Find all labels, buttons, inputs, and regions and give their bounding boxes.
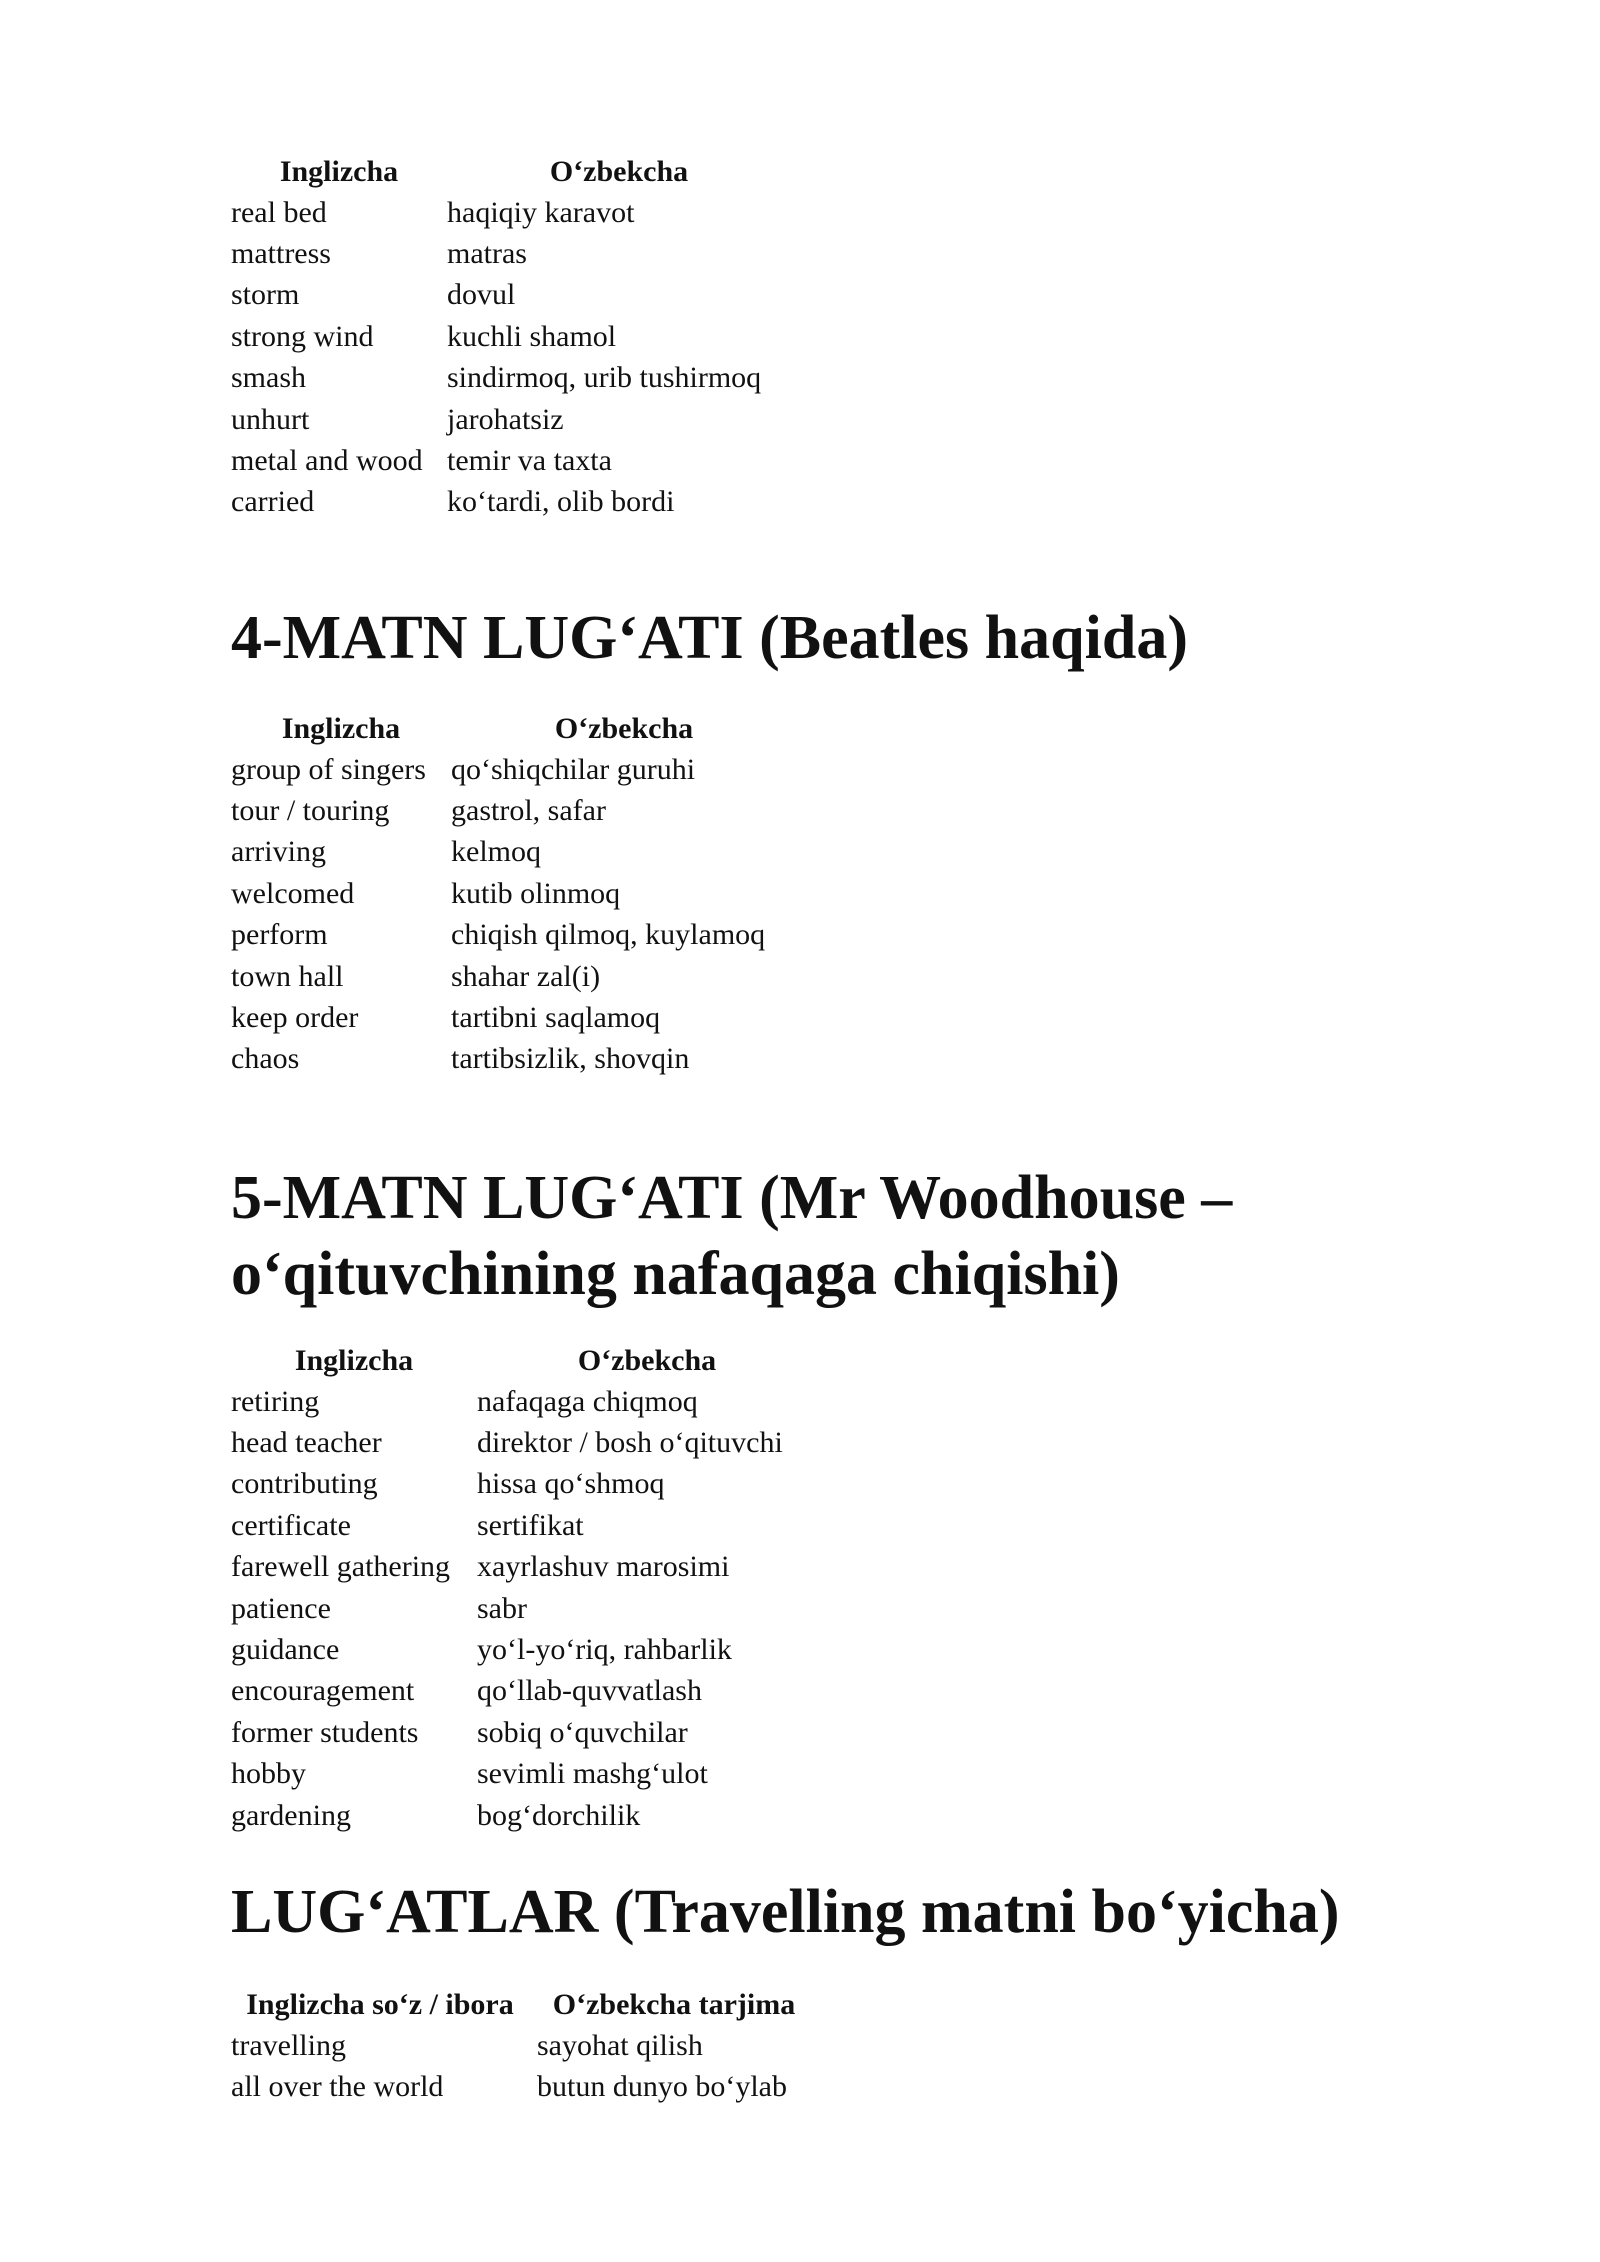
table-row (231, 1629, 817, 1670)
uzbek-translation: tartibni saqlamoq (451, 1001, 661, 1035)
table-row (231, 1422, 817, 1463)
table-row (231, 275, 791, 316)
english-term: hobby (231, 1757, 306, 1791)
table-row (231, 2025, 819, 2066)
uzbek-translation: gastrol, safar (451, 794, 606, 828)
uzbek-translation: haqiqiy karavot (447, 195, 635, 229)
uzbek-translation: dovul (447, 278, 516, 312)
table-row (231, 1381, 817, 1422)
column-header-english: Inglizcha so‘z / ibora (246, 1987, 514, 2021)
english-term: real bed (231, 195, 327, 229)
table-header-row (231, 708, 797, 749)
english-term: encouragement (231, 1674, 415, 1708)
column-header-uzbek: O‘zbekcha (549, 154, 689, 188)
uzbek-translation: butun dunyo bo‘ylab (537, 2070, 787, 2104)
english-term: keep order (231, 1001, 359, 1035)
uzbek-translation: temir va taxta (447, 444, 612, 478)
english-term: town hall (231, 959, 344, 993)
uzbek-translation: sabr (477, 1591, 527, 1625)
column-header-uzbek: O‘zbekcha (577, 1343, 717, 1377)
table-row (231, 790, 797, 831)
english-term: mattress (231, 237, 331, 271)
table-row (231, 873, 797, 914)
vocab-section-4-table (231, 708, 797, 1080)
vocab-section-4 (231, 600, 1188, 676)
uzbek-translation: sayohat qilish (537, 2028, 703, 2062)
uzbek-translation: nafaqaga chiqmoq (477, 1384, 698, 1418)
vocab-section-5-table (231, 1340, 817, 1836)
english-term: patience (231, 1591, 331, 1625)
column-header-uzbek: O‘zbekcha tarjima (552, 1987, 796, 2021)
uzbek-translation: sobiq o‘quvchilar (477, 1715, 688, 1749)
column-header-uzbek: O‘zbekcha (554, 711, 694, 745)
english-term: metal and wood (231, 444, 423, 478)
table-row (231, 1588, 817, 1629)
section-heading-line-2: o‘qituvchining nafaqaga chiqishi) (231, 1240, 1120, 1308)
section-heading-line-1: 5-MATN LUG‘ATI (Mr Woodhouse – (231, 1164, 1233, 1232)
english-term: guidance (231, 1633, 340, 1667)
table-row (231, 1795, 817, 1836)
uzbek-translation: yo‘l-yo‘riq, rahbarlik (477, 1633, 732, 1667)
english-term: head teacher (231, 1426, 382, 1460)
uzbek-translation: kuchli shamol (447, 319, 617, 353)
english-term: carried (231, 485, 315, 519)
table-row (231, 1712, 817, 1753)
uzbek-translation: tartibsizlik, shovqin (451, 1042, 690, 1076)
vocab-section-3 (231, 151, 791, 523)
column-header-english: Inglizcha (279, 154, 399, 188)
table-row (231, 440, 791, 481)
table-row (231, 749, 797, 790)
english-term: smash (231, 361, 306, 395)
uzbek-translation: xayrlashuv marosimi (477, 1550, 730, 1584)
uzbek-translation: kelmoq (451, 835, 541, 869)
uzbek-translation: direktor / bosh o‘qituvchi (477, 1426, 783, 1460)
english-term: chaos (231, 1042, 300, 1076)
table-header-row (231, 1984, 819, 2025)
english-term: all over the world (231, 2070, 444, 2104)
uzbek-translation: chiqish qilmoq, kuylamoq (451, 918, 766, 952)
uzbek-translation: jarohatsiz (447, 402, 564, 436)
table-row (231, 1754, 817, 1795)
english-term: retiring (231, 1384, 320, 1418)
vocab-table (231, 151, 791, 523)
vocab-table (231, 708, 797, 1080)
uzbek-translation: bog‘dorchilik (477, 1798, 641, 1832)
table-row (231, 1039, 797, 1080)
uzbek-translation: qo‘shiqchilar guruhi (451, 752, 696, 786)
table-row (231, 1505, 817, 1546)
table-row (231, 192, 791, 233)
vocab-table (231, 1340, 817, 1836)
english-term: unhurt (231, 402, 310, 436)
table-row (231, 1671, 817, 1712)
english-term: arriving (231, 835, 326, 869)
english-term: travelling (231, 2028, 346, 2062)
uzbek-translation: hissa qo‘shmoq (477, 1467, 665, 1501)
table-row (231, 1547, 817, 1588)
table-row (231, 915, 797, 956)
english-term: contributing (231, 1467, 378, 1501)
table-row (231, 233, 791, 274)
section-heading: 4-MATN LUG‘ATI (Beatles haqida) (231, 604, 1188, 672)
english-term: perform (231, 918, 328, 952)
column-header-english: Inglizcha (294, 1343, 414, 1377)
uzbek-translation: sindirmoq, urib tushirmoq (447, 361, 762, 395)
uzbek-translation: qo‘llab-quvvatlash (477, 1674, 702, 1708)
uzbek-translation: sevimli mashg‘ulot (477, 1757, 708, 1791)
section-heading (231, 1160, 1232, 1312)
table-header-row (231, 151, 791, 192)
vocab-section-6-table (231, 1984, 819, 2108)
table-header-row (231, 1340, 817, 1381)
vocab-section-6 (231, 1874, 1340, 1950)
uzbek-translation: kutib olinmoq (451, 876, 621, 910)
vocab-section-5 (231, 1160, 1232, 1312)
uzbek-translation: ko‘tardi, olib bordi (447, 485, 675, 519)
table-row (231, 956, 797, 997)
english-term: strong wind (231, 319, 374, 353)
english-term: tour / touring (231, 794, 390, 828)
english-term: welcomed (231, 876, 355, 910)
table-row (231, 2066, 819, 2107)
section-heading: LUG‘ATLAR (Travelling matni bo‘yicha) (231, 1878, 1340, 1946)
table-row (231, 358, 791, 399)
column-header-english: Inglizcha (281, 711, 401, 745)
english-term: group of singers (231, 752, 426, 786)
table-row (231, 316, 791, 357)
english-term: certificate (231, 1508, 351, 1542)
uzbek-translation: matras (447, 237, 527, 271)
uzbek-translation: sertifikat (477, 1508, 584, 1542)
english-term: farewell gathering (231, 1550, 451, 1584)
table-row (231, 997, 797, 1038)
table-row (231, 399, 791, 440)
english-term: former students (231, 1715, 419, 1749)
english-term: gardening (231, 1798, 351, 1832)
vocab-table (231, 1984, 819, 2108)
table-row (231, 1464, 817, 1505)
english-term: storm (231, 278, 300, 312)
uzbek-translation: shahar zal(i) (451, 959, 601, 993)
table-row (231, 832, 797, 873)
table-row (231, 482, 791, 523)
